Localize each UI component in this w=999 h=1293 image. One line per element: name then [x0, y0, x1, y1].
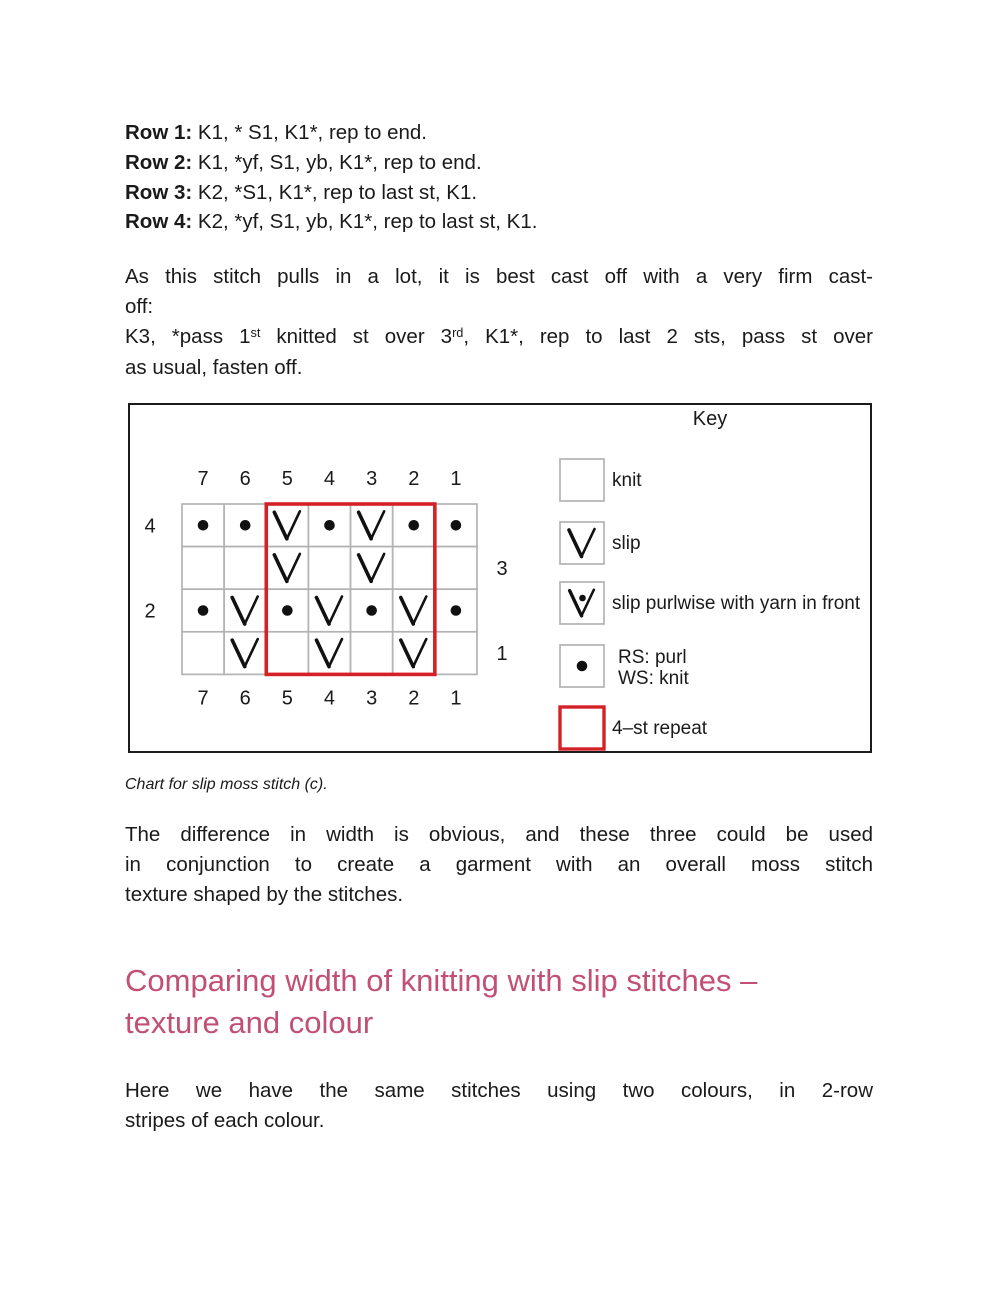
stitch-number-top: 3: [366, 468, 378, 490]
row-label: Row 1:: [125, 121, 193, 144]
purl-dot-symbol: [408, 520, 419, 531]
stitch-number-bottom: 3: [366, 687, 378, 710]
castoff-paragraph: [125, 262, 873, 383]
stitch-number-top: 2: [408, 468, 420, 490]
stitch-number-bottom: 5: [281, 687, 293, 710]
figure-caption: Chart for slip moss stitch (c).: [125, 776, 328, 793]
chart-cell: [182, 547, 224, 590]
width-line3: texture shaped by the stitches.: [125, 882, 404, 906]
ordinal-superscript: rd: [452, 324, 464, 340]
row-instruction-line: [125, 118, 873, 148]
castoff-line3: [125, 322, 873, 354]
key-label: knit: [612, 470, 642, 491]
purl-dot-symbol: [366, 605, 377, 616]
key-label: slip: [612, 533, 641, 554]
purl-dot-symbol: [451, 520, 462, 531]
stitch-number-top: 5: [281, 468, 293, 490]
key-label: RS: purl: [618, 647, 687, 668]
stitch-number-bottom: 6: [239, 687, 251, 710]
key-label: slip purlwise with yarn in front: [612, 593, 861, 614]
castoff-line4: as usual, fasten off.: [125, 356, 303, 380]
row-instruction-line: [125, 178, 873, 208]
row-number-right: 1: [496, 643, 508, 666]
chart-cell: [308, 547, 350, 590]
stitch-number-bottom: 7: [197, 687, 209, 710]
stitch-chart-figure: [128, 403, 872, 753]
row-instructions: [125, 118, 873, 237]
chart-cell: [224, 547, 266, 590]
row-number-left: 2: [144, 600, 156, 623]
row-text: K2, *yf, S1, yb, K1*, rep to last st, K1.: [192, 210, 538, 234]
stitch-number-top: 1: [450, 468, 462, 490]
purl-dot-symbol: [240, 520, 251, 531]
row-text: K2, *S1, K1*, rep to last st, K1.: [192, 180, 478, 204]
key-label: WS: knit: [618, 668, 689, 689]
heading-line1: Comparing width of knitting with slip stitches –: [125, 963, 758, 998]
chart-cell: [266, 632, 308, 675]
key-slip-purlwise-dot: [579, 595, 586, 602]
castoff-segment: knitted st over 3: [260, 324, 453, 348]
section-heading: [125, 960, 873, 1044]
chart-cell: [435, 632, 477, 675]
key-purl-dot-symbol: [577, 661, 588, 672]
key-title: Key: [692, 408, 728, 430]
stitch-number-bottom: 4: [323, 687, 336, 710]
stitch-number-top: 4: [323, 468, 336, 490]
width-paragraph: [125, 820, 873, 909]
row-label: Row 2:: [125, 150, 193, 174]
stitch-number-top: 6: [239, 468, 251, 490]
stitch-chart-svg: [130, 405, 870, 751]
row-label: Row 3:: [125, 180, 193, 204]
width-line1: The difference in width is obvious, and these three could be used: [125, 823, 873, 846]
row-text: K1, *yf, S1, yb, K1*, rep to end.: [192, 150, 482, 174]
chart-cell: [182, 632, 224, 675]
row-number-left: 4: [144, 515, 156, 538]
castoff-segment: K3, *pass 1: [125, 324, 251, 348]
purl-dot-symbol: [198, 520, 209, 531]
chart-cell: [393, 547, 435, 590]
castoff-line1: As this stitch pulls in a lot, it is best cast off with a very firm cast-: [125, 265, 873, 288]
purl-dot-symbol: [282, 605, 293, 616]
purl-dot-symbol: [198, 605, 209, 616]
ordinal-superscript: st: [250, 324, 261, 340]
row-instruction-line: [125, 207, 873, 237]
stripes-paragraph: [125, 1076, 873, 1136]
stitch-number-top: 7: [197, 468, 209, 490]
row-instruction-line: [125, 148, 873, 178]
castoff-line2: off:: [125, 294, 154, 318]
purl-dot-symbol: [324, 520, 335, 531]
key-repeat-box: [560, 707, 604, 749]
width-line2: in conjunction to create a garment with an overall moss stitch: [125, 852, 873, 876]
chart-cell: [435, 547, 477, 590]
stitch-number-bottom: 1: [450, 687, 462, 710]
stitch-number-bottom: 2: [408, 687, 420, 710]
stripes-line2: stripes of each colour.: [125, 1108, 325, 1132]
row-number-right: 3: [496, 557, 508, 580]
heading-line2: texture and colour: [125, 1005, 374, 1040]
key-label: 4–st repeat: [612, 718, 708, 739]
row-label: Row 4:: [125, 210, 193, 234]
castoff-segment: , K1*, rep to last 2 sts, pass st over: [463, 324, 873, 348]
purl-dot-symbol: [451, 605, 462, 616]
chart-cell: [351, 632, 393, 675]
stripes-line1: Here we have the same stitches using two colours, in 2-row: [125, 1079, 873, 1102]
key-symbol-box: [560, 582, 604, 624]
key-symbol-box: [560, 459, 604, 501]
row-text: K1, * S1, K1*, rep to end.: [192, 121, 427, 144]
